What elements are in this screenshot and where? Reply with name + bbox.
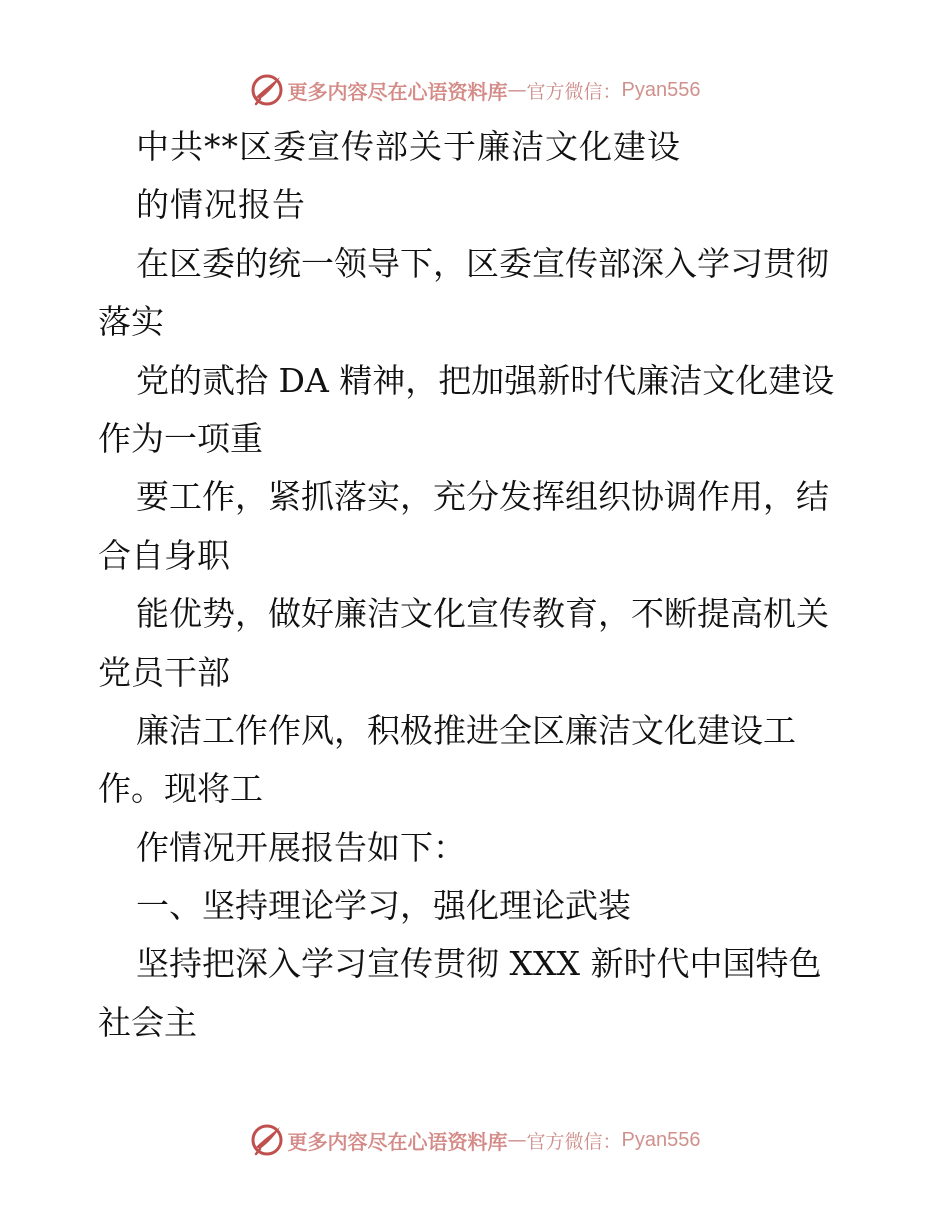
document-line: 党的贰拾 DA 精神，把加强新时代廉洁文化建设 <box>136 360 835 400</box>
document-line: 廉洁工作作风，积极推进全区廉洁文化建设工 <box>136 710 796 750</box>
document-title-line-1: 中共**区委宣传部关于廉洁文化建设 <box>136 127 681 166</box>
document-line: 社会主 <box>98 1002 197 1042</box>
watermark-text: 更多内容尽在心语资料库 <box>287 79 508 104</box>
header-watermark <box>0 70 950 110</box>
document-line: 作情况开展报告如下： <box>136 827 466 867</box>
watermark-id: Pyan556 <box>621 1128 701 1151</box>
watermark-id: Pyan556 <box>621 78 701 101</box>
watermark-label: 官方微信： <box>526 1130 622 1153</box>
document-line: 一、坚持理论学习，强化理论武装 <box>136 886 631 926</box>
document-line: 要工作，紧抓落实，充分发挥组织协调作用，结 <box>136 477 829 517</box>
watermark-separator: — <box>507 1129 527 1151</box>
document-line: 党员干部 <box>98 652 230 692</box>
document-line: 能优势，做好廉洁文化宣传教育，不断提高机关 <box>136 594 829 634</box>
watermark-text: 更多内容尽在心语资料库 <box>287 1129 508 1154</box>
document-line: 作。现将工 <box>98 769 263 809</box>
red-quill-logo-icon <box>250 1123 284 1157</box>
document-title-line-2: 的情况报告 <box>136 185 306 225</box>
document-line: 落实 <box>98 302 164 342</box>
watermark-label: 官方微信： <box>526 80 622 103</box>
document-body <box>98 118 858 1052</box>
document-paragraphs <box>98 235 858 1052</box>
red-quill-logo-icon <box>250 73 284 107</box>
document-line: 坚持把深入学习宣传贯彻 XXX 新时代中国特色 <box>136 944 822 984</box>
document-line: 在区委的统一领导下，区委宣传部深入学习贯彻 <box>136 243 829 283</box>
footer-watermark <box>0 1120 950 1160</box>
document-line: 合自身职 <box>98 535 230 575</box>
document-line: 作为一项重 <box>98 418 263 458</box>
watermark-separator: — <box>507 79 527 101</box>
